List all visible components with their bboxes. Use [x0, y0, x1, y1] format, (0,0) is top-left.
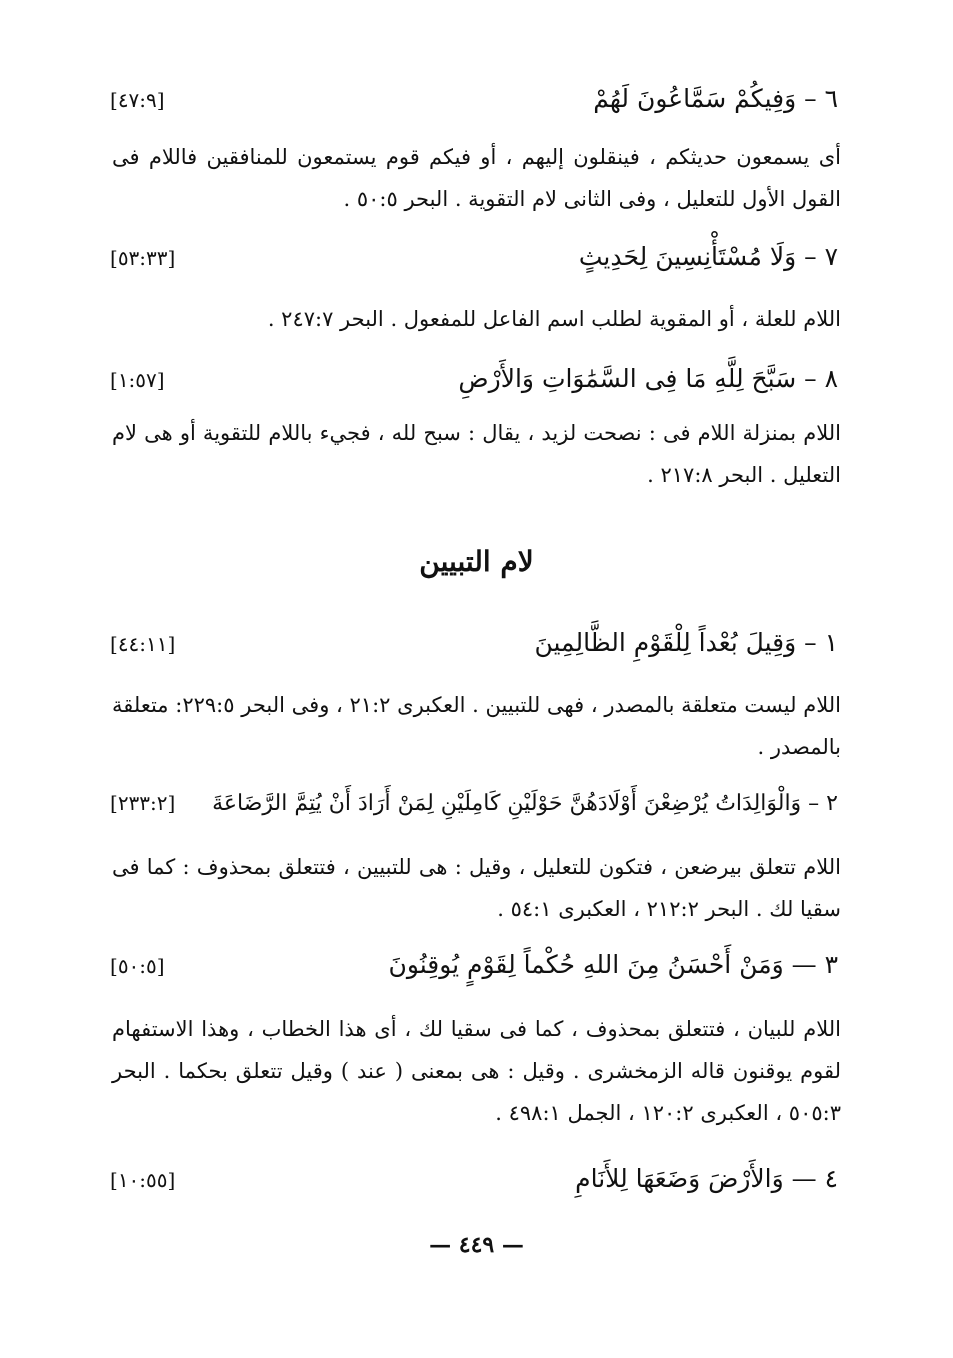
commentary-text: اللام للبيان ، فتتعلق بمحذوف ، كما فى سقيا لك ، أى هذا الخطاب ، وهذا الاستفهام لقوم يوقنون قاله الزمخشرى . وقيل : هى بمعنى ( عند ) وقيل تتعلق بحكما . البحر ٥٠٥:٣ ، العكبرى ١٢٠:٢ ، الجمل ٤٩٨:١ .	[112, 1017, 841, 1125]
commentary-text: اللام ليست متعلقة بالمصدر ، فهى للتبيين . العكبرى ٢١:٢ ، وفى البحر ٢٢٩:٥: متعلقة بالمصدر .	[112, 693, 841, 759]
commentary-text: اللام تتعلق بيرضعن ، فتكون للتعليل ، وقيل : هى للتبيين ، فتتعلق بمحذوف : كما فى سقيا لك . البحر ٢١٢:٢ ، العكبرى ٥٤:١ .	[112, 855, 841, 921]
verse-text: ٨ – سَبَّحَ لِلَّهِ مَا فِى السَّمَٰوَاتِ وَالأَرْضِ	[458, 364, 838, 393]
verse-line	[110, 786, 838, 821]
verse-line	[110, 1162, 838, 1197]
verse-text: ٢ – وَالْوَالِدَاتُ يُرْضِعْنَ أَوْلَادَهُنَّ حَوْلَيْنِ كَامِلَيْنِ لِمَنْ أَرَادَ أَنْ يُتِمَّ الرَّضَاعَةَ	[212, 791, 838, 816]
commentary-paragraph	[112, 412, 841, 496]
section-title: لام التبيين	[419, 545, 534, 578]
commentary-text: أى يسمعون حديثكم ، فينقلون إليهم ، أو فيكم قوم يستمعون للمنافقين فاللام فى القول الأول للتعليل ، وفى الثانى لام التقوية . البحر ٥٠:٥ .	[112, 145, 841, 211]
commentary-text: اللام بمنزلة اللام فى : نصحت لزيد ، يقال : سبح لله ، فجيء باللام للتقوية أو هى لام التعليل . البحر ٢١٧:٨ .	[112, 421, 841, 487]
verse-reference: [٤٧:٩]	[110, 88, 165, 112]
verse-line	[110, 948, 838, 983]
verse-text: ٣ — وَمَنْ أَحْسَنُ مِنَ اللهِ حُكْماً لِقَوْمٍ يُوقِنُونَ	[388, 950, 838, 979]
commentary-paragraph	[112, 1008, 841, 1134]
commentary-paragraph	[112, 846, 841, 930]
commentary-paragraph	[112, 136, 841, 220]
verse-text: ١ – وَقِيلَ بُعْداً لِلْقَوْمِ الظَّالِمِينَ	[534, 628, 838, 657]
verse-text: ٧ – وَلَا مُسْتَأْنِسِينَ لِحَدِيثٍ	[578, 242, 838, 271]
verse-reference: [٥٠:٥]	[110, 954, 165, 978]
verse-line	[110, 626, 838, 661]
verse-reference: [١:٥٧]	[110, 368, 165, 392]
verse-line	[110, 240, 838, 275]
page-number: — ٤٤٩ —	[429, 1232, 524, 1258]
commentary-text: اللام للعلة ، أو المقوية لطلب اسم الفاعل للمفعول . البحر ٢٤٧:٧ .	[267, 307, 841, 331]
verse-line	[110, 82, 838, 117]
verse-text: ٤ — وَالأَرْضَ وَضَعَهَا لِلأَنَامِ	[575, 1164, 838, 1193]
verse-line	[110, 362, 838, 397]
verse-reference: [٥٣:٣٣]	[110, 246, 176, 270]
verse-reference: [١٠:٥٥]	[110, 1168, 176, 1192]
verse-reference: [٤٤:١١]	[110, 632, 176, 656]
commentary-paragraph	[112, 298, 841, 340]
commentary-paragraph	[112, 684, 841, 768]
verse-text: ٦ – وَفِيكُمْ سَمَّاعُونَ لَهُمْ	[593, 84, 838, 113]
verse-reference: [٢٣٣:٢]	[110, 791, 176, 815]
